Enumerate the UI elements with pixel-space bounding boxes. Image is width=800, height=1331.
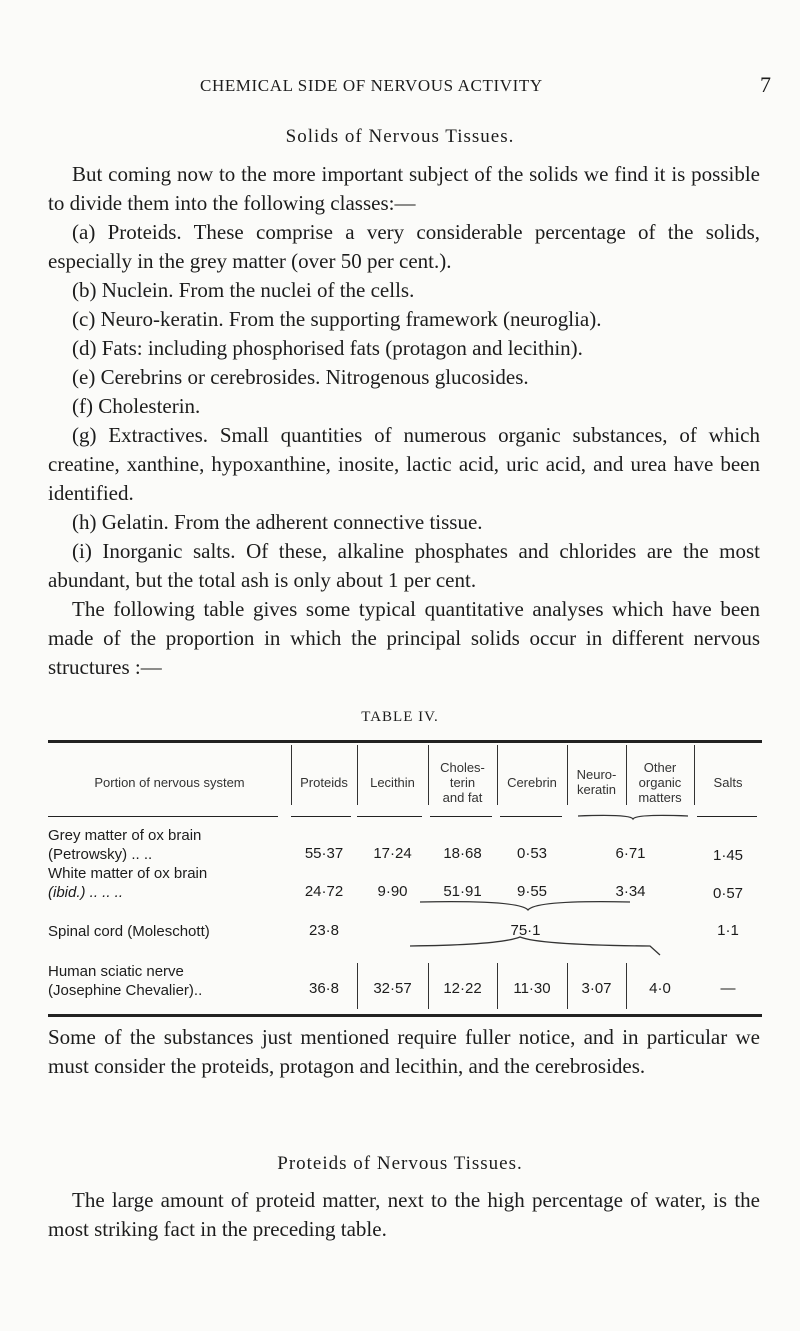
item-text: Proteids. These comprise a very considerable percentage of the solids, especially in the grey matter (over 50 per cent.). — [48, 220, 761, 273]
row-label-line: (Petrowsky) .. .. — [48, 846, 153, 863]
row-label-line: White matter of ox brain — [48, 865, 208, 882]
cell-proteids: 55·37 — [304, 845, 344, 862]
cell-cerebrin: 9·55 — [516, 883, 548, 900]
brace-row2-bottom — [410, 937, 660, 955]
header-line: and fat — [442, 790, 483, 805]
table-intro-paragraph: The following table gives some typical quantitative analyses which have been made of the proportion in which the principal solids occur in different nervous structures :— — [48, 597, 760, 679]
item-marker: (g) — [72, 423, 97, 447]
header-line: matters — [638, 790, 682, 805]
header-line: keratin — [576, 782, 617, 797]
cell-salts: 1·45 — [712, 847, 744, 864]
cell-cholesterin: 51·91 — [443, 883, 482, 900]
item-text: Neuro-keratin. From the supporting framework (neuroglia). — [100, 307, 602, 331]
cell-cerebrin: 0·53 — [516, 845, 548, 862]
cell-cholesterin: 12·22 — [443, 980, 482, 997]
cell-combined: 75·1 — [510, 922, 541, 939]
header-line: Other — [643, 760, 677, 775]
section-heading-proteids: Proteids of Nervous Tissues. — [277, 1153, 523, 1174]
item-marker: (i) — [72, 539, 92, 563]
header-line: Choles- — [440, 760, 485, 775]
item-marker: (e) — [72, 365, 96, 389]
cell-proteids: 23·8 — [308, 922, 340, 939]
item-marker: (h) — [72, 510, 97, 534]
header-portion: Portion of nervous system — [94, 775, 245, 790]
brace-neuro-other — [578, 815, 688, 819]
item-text: Cholesterin. — [98, 394, 201, 418]
item-text: Fats: including phosphorised fats (protagon and lecithin). — [101, 336, 583, 360]
cell-neuro-other: 6·71 — [615, 845, 646, 862]
table-title: TABLE IV. — [361, 709, 439, 725]
cell-salts: — — [720, 980, 736, 997]
header-cerebrin: Cerebrin — [507, 775, 557, 790]
cell-other: 4·0 — [649, 980, 671, 997]
running-head: CHEMICAL SIDE OF NERVOUS ACTIVITY — [200, 76, 543, 95]
header-lecithin: Lecithin — [370, 775, 415, 790]
cell-neurokeratin: 3·07 — [581, 980, 612, 997]
after-table-paragraph: Some of the substances just mentioned require fuller notice, and in particular we must consider the proteids, protagon and lecithin, and the cerebrosides. — [48, 1025, 760, 1078]
cell-lecithin: 9·90 — [377, 883, 408, 900]
cell-neuro-other: 3·34 — [615, 883, 646, 900]
item-marker: (c) — [72, 307, 96, 331]
header-salts: Salts — [713, 775, 743, 790]
item-text: Inorganic salts. Of these, alkaline phosphates and chlorides are the most abundant, but the total ash is only about 1 per cent. — [48, 539, 760, 592]
page-number: 7 — [760, 72, 771, 97]
cell-salts: 1·1 — [717, 922, 739, 939]
item-marker: (a) — [72, 220, 96, 244]
item-marker: (d) — [72, 336, 97, 360]
row-label-line: Grey matter of ox brain — [48, 827, 202, 844]
intro-paragraph: But coming now to the more important subject of the solids we find it is possible to divide them into the following classes:— — [48, 162, 760, 215]
row-label-line: Human sciatic nerve — [48, 963, 184, 980]
cell-salts: 0·57 — [712, 885, 744, 902]
cell-cholesterin: 18·68 — [443, 845, 482, 862]
brace-row2-top — [420, 902, 630, 910]
after-table-text — [48, 1023, 760, 1081]
row-label-line: (Josephine Chevalier).. — [48, 982, 203, 999]
header-line: terin — [449, 775, 476, 790]
item-text: Nuclein. From the nuclei of the cells. — [101, 278, 415, 302]
closing-text — [48, 1186, 760, 1244]
header-proteids: Proteids — [300, 775, 348, 790]
cell-lecithin: 17·24 — [373, 845, 412, 862]
item-text: Extractives. Small quantities of numerous organic substances, of which creatine, xanthine, hypoxanthine, inosite, lactic acid, uric acid, and urea have been identified. — [48, 423, 761, 505]
section-heading-solids: Solids of Nervous Tissues. — [285, 126, 515, 147]
cell-proteids: 36·8 — [308, 980, 340, 997]
cell-lecithin: 32·57 — [373, 980, 412, 997]
row-label-line: (ibid.) .. .. .. — [48, 884, 124, 901]
item-marker: (f) — [72, 394, 93, 418]
item-text: Gelatin. From the adherent connective tissue. — [101, 510, 483, 534]
row-label-line: Spinal cord (Moleschott) — [48, 923, 210, 940]
header-line: organic — [638, 775, 682, 790]
closing-paragraph: The large amount of proteid matter, next to the high percentage of water, is the most striking fact in the preceding table. — [48, 1188, 760, 1241]
item-text: Cerebrins or cerebrosides. Nitrogenous glucosides. — [100, 365, 529, 389]
header-line: Neuro- — [576, 767, 617, 782]
cell-cerebrin: 11·30 — [513, 980, 551, 997]
cell-proteids: 24·72 — [304, 883, 344, 900]
item-marker: (b) — [72, 278, 97, 302]
